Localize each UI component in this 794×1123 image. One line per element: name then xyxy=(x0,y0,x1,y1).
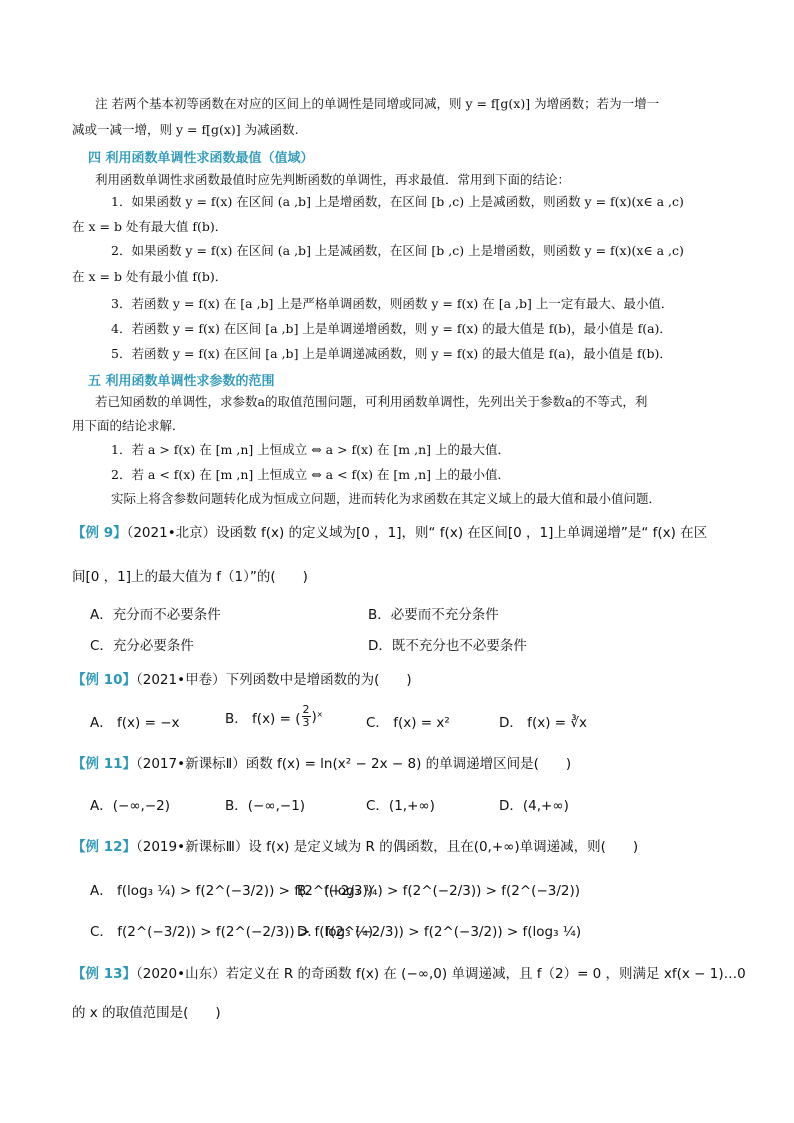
example-11-option-b: B．(−∞,−1) xyxy=(225,798,306,814)
note-line-2: 减或一减一增，则 y = f[g(x)] 为减函数. xyxy=(72,122,299,137)
example-9-option-a: A．充分而不必要条件 xyxy=(90,607,221,623)
example-13-stem-a: （2020•山东）若定义在 R 的奇函数 f(x) 在 (−∞,0) 单调递减，且 f（2）= 0 ，则满足 xf(x − 1)…0 xyxy=(136,966,746,982)
example-10-option-b-fraction xyxy=(302,704,311,729)
example-12-option-c: C． f(2^(−3/2)) > f(2^(−2/3)) > f(log₃ ¼) xyxy=(90,924,374,940)
example-12-option-a: A． f(log₃ ¼) > f(2^(−3/2)) > f(2^(−2/3)) xyxy=(90,883,373,899)
example-10-tag: 【例 10】 xyxy=(72,672,136,688)
fraction-denominator: 3 xyxy=(302,716,310,729)
section-4-item-2b: 在 x = b 处有最小值 f(b)． xyxy=(72,269,228,284)
example-9-option-b: B．必要而不充分条件 xyxy=(368,607,499,623)
section-4-item-3: 3．若函数 y = f(x) 在 [a ,b] 上是严格单调函数，则函数 y = f(x) 在 [a ,b] 上一定有最大、最小值． xyxy=(111,296,674,311)
example-11-option-c: C．(1,+∞) xyxy=(366,798,435,814)
section-4-item-1b: 在 x = b 处有最大值 f(b)． xyxy=(72,219,228,234)
example-11-tag: 【例 11】 xyxy=(72,756,136,772)
section-4-item-1a: 1．如果函数 y = f(x) 在区间 (a ,b] 上是增函数，在区间 [b ,c) 上是减函数，则函数 y = f(x)(x∈ a ,c) xyxy=(111,194,684,209)
example-13-stem-line-1 xyxy=(72,962,746,982)
section-5-intro-a: 若已知函数的单调性，求参数a的取值范围问题，可利用函数单调性，先列出关于参数a的不等式，利 xyxy=(95,394,648,409)
note-line-1: 注 若两个基本初等函数在对应的区间上的单调性是同增或同减，则 y = f[g(x)] 为增函数；若为一增一 xyxy=(95,96,660,111)
section-4-title: 四 利用函数单调性求函数最值（值域） xyxy=(88,151,314,166)
example-9-option-d: D．既不充分也不必要条件 xyxy=(368,638,527,654)
section-5-item-2: 2．若 a < f(x) 在 [m ,n] 上恒成立 ⇔ a < f(x) 在 [m ,n] 上的最小值． xyxy=(111,467,510,482)
example-13-stem-b: 的 x 的取值范围是( ) xyxy=(72,1005,221,1021)
example-12-stem: （2019•新课标Ⅲ）设 f(x) 是定义域为 R 的偶函数，且在(0,+∞)单调递减，则( ) xyxy=(136,839,639,855)
example-13-tag: 【例 13】 xyxy=(72,966,136,982)
example-10-option-c: C． f(x) = x² xyxy=(366,715,450,731)
section-4-item-5: 5．若函数 y = f(x) 在区间 [a ,b] 上是单调递减函数，则 y = f(x) 的最大值是 f(a)，最小值是 f(b)． xyxy=(111,346,672,361)
example-12-option-b: B． f(log₃ ¼) > f(2^(−2/3)) > f(2^(−3/2)) xyxy=(297,883,581,899)
example-12-stem-line xyxy=(72,835,638,855)
section-5-title: 五 利用函数单调性求参数的范围 xyxy=(88,374,275,389)
example-12-option-d: D． f(2^(−2/3)) > f(2^(−3/2)) > f(log₃ ¼) xyxy=(297,924,582,940)
example-11-option-a: A．(−∞,−2) xyxy=(90,798,171,814)
example-10-stem-line xyxy=(72,668,412,688)
section-4-item-2a: 2．如果函数 y = f(x) 在区间 (a ,b] 上是减函数，在区间 [b ,c) 上是增函数，则函数 y = f(x)(x∈ a ,c) xyxy=(111,243,684,258)
example-11-option-d: D．(4,+∞) xyxy=(499,798,569,814)
example-11-stem-line xyxy=(72,752,571,772)
example-9-stem-b: 间[0 ，1]上的最大值为 f（1）”的( ) xyxy=(72,569,308,585)
section-4-intro: 利用函数单调性求函数最值时应先判断函数的单调性，再求最值．常用到下面的结论： xyxy=(95,172,571,187)
example-10-option-b-suffix: )ˣ xyxy=(311,708,323,725)
example-9-stem-a: （2021•北京）设函数 f(x) 的定义域为[0 ，1]，则“ f(x) 在区间[0 ，1]上单调递增”是“ f(x) 在区 xyxy=(126,525,708,541)
section-5-intro-b: 用下面的结论求解． xyxy=(72,418,185,433)
example-10-option-b xyxy=(225,704,323,729)
section-5-item-1: 1．若 a > f(x) 在 [m ,n] 上恒成立 ⇔ a > f(x) 在 [m ,n] 上的最大值． xyxy=(111,442,510,457)
example-10-option-a: A． f(x) = −x xyxy=(90,715,180,731)
example-9-option-c: C．充分必要条件 xyxy=(90,638,194,654)
fraction-numerator: 2 xyxy=(302,703,310,716)
section-4-item-4: 4．若函数 y = f(x) 在区间 [a ,b] 上是单调递增函数，则 y = f(x) 的最大值是 f(b)，最小值是 f(a)． xyxy=(111,321,672,336)
example-9-stem-line-1 xyxy=(72,521,707,541)
example-12-tag: 【例 12】 xyxy=(72,839,136,855)
section-5-conclusion: 实际上将含参数问题转化成为恒成立问题，进而转化为求函数在其定义域上的最大值和最小值问题． xyxy=(111,491,662,506)
example-10-stem: （2021•甲卷）下列函数中是增函数的为( ) xyxy=(136,672,412,688)
example-10-option-d: D． f(x) = ∛x xyxy=(499,715,587,731)
example-10-option-b-prefix: B． f(x) = ( xyxy=(225,710,301,727)
example-11-stem: （2017•新课标Ⅱ）函数 f(x) = ln(x² − 2x − 8) 的单调递增区间是( ) xyxy=(136,756,572,772)
example-9-tag: 【例 9】 xyxy=(72,525,127,541)
